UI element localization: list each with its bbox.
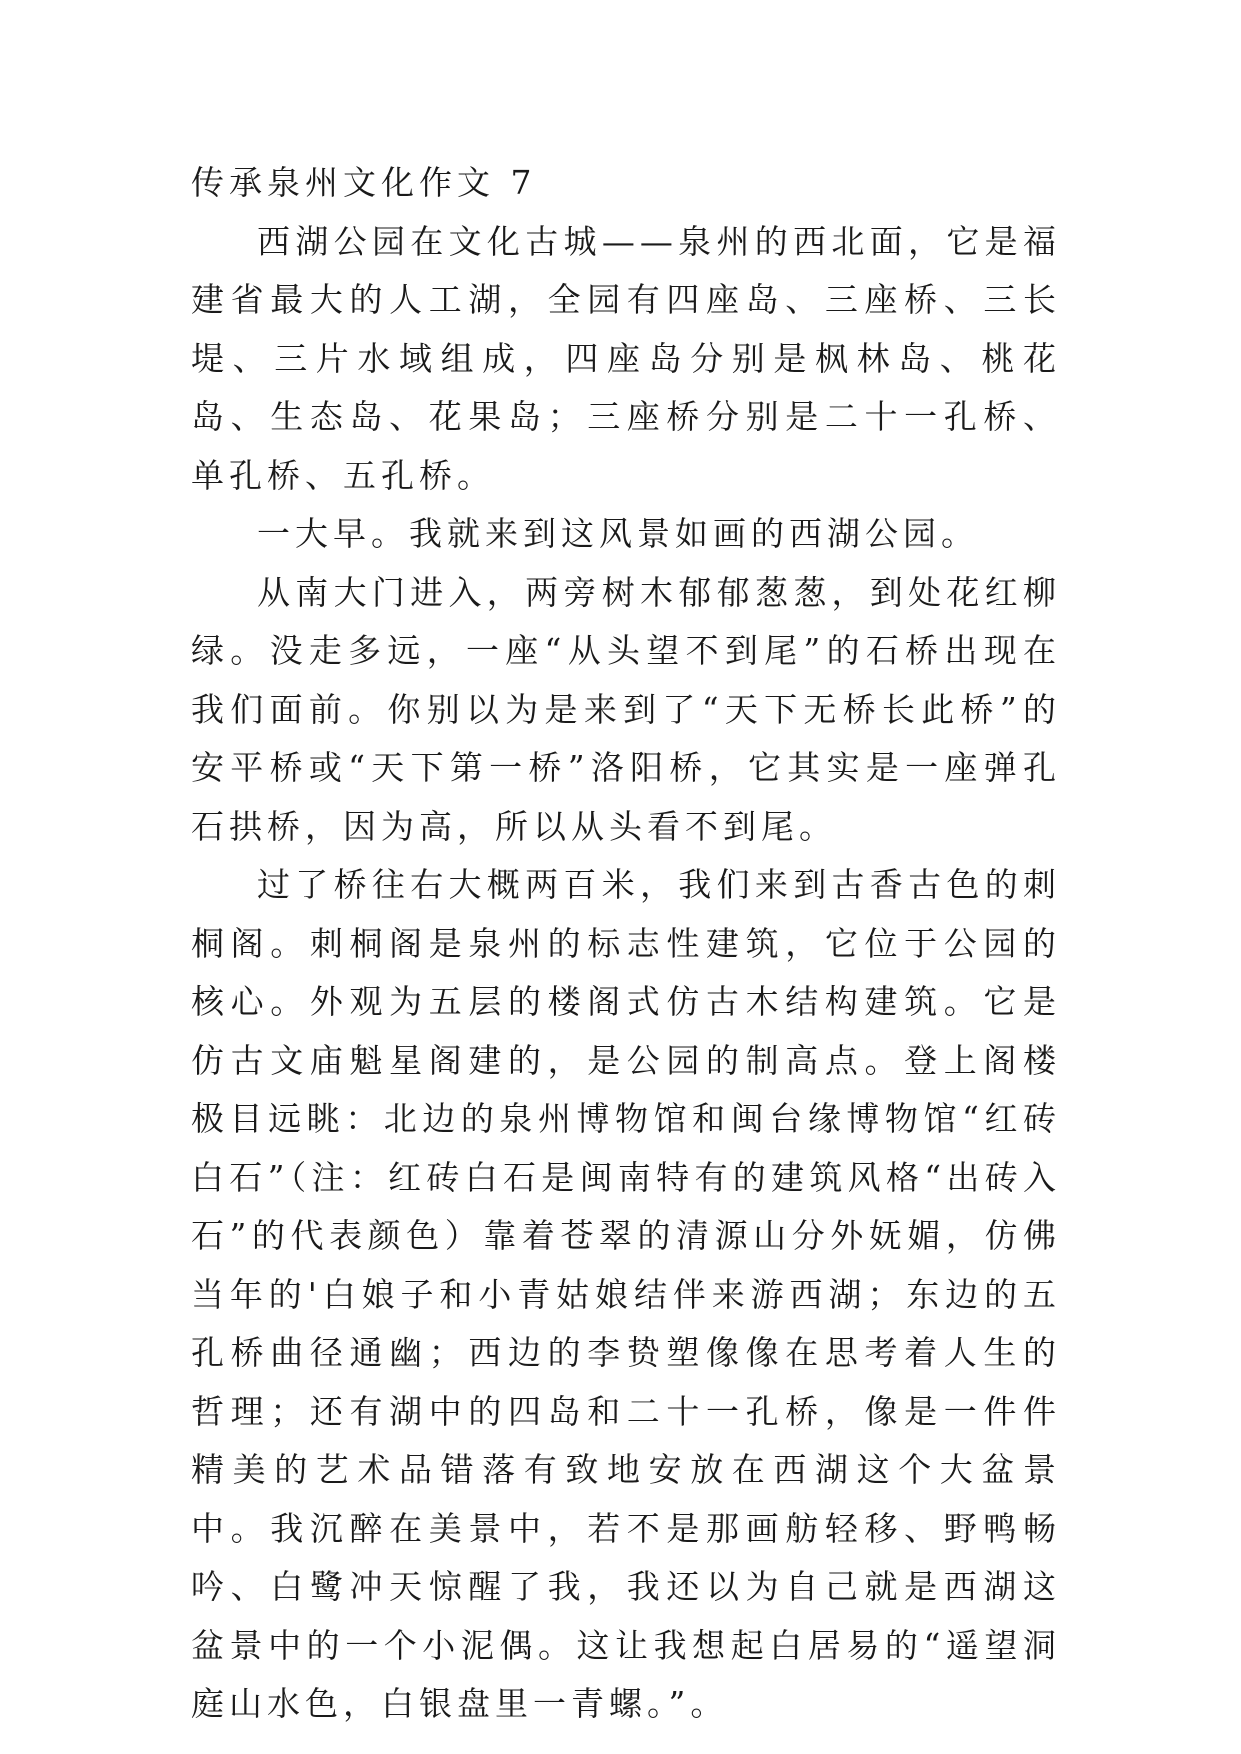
- document-title: 传承泉州文化作文 7: [191, 163, 537, 202]
- paragraph-stone-bridge: 从南大门进入，两旁树木郁郁葱葱，到处花红柳绿。没走多远，一座“从头望不到尾”的石桥出现在我们面前。你别以为是来到了“天下无桥长此桥”的安平桥或“天下第一桥”洛阳桥，它其实是一座弹孔石拱桥，因为高，所以从头看不到尾。: [191, 572, 1061, 846]
- paragraph-intro: 西湖公园在文化古城——泉州的西北面，它是福建省最大的人工湖，全园有四座岛、三座桥、三长堤、三片水域组成，四座岛分别是枫林岛、桃花岛、生态岛、花果岛；三座桥分别是二十一孔桥、单孔桥、五孔桥。: [191, 221, 1061, 495]
- paragraph-morning: 一大早。我就来到这风景如画的西湖公园。: [257, 514, 979, 553]
- document-body: [191, 154, 1061, 1734]
- paragraph-citong-pavilion: 过了桥往右大概两百米，我们来到古香古色的刺桐阁。刺桐阁是泉州的标志性建筑，它位于公园的核心。外观为五层的楼阁式仿古木结构建筑。它是仿古文庙魁星阁建的，是公园的制高点。登上阁楼极目远眺：北边的泉州博物馆和闽台缘博物馆“红砖白石”（注：红砖白石是闽南特有的建筑风格“出砖入石”的代表颜色）靠着苍翠的清源山分外妩媚，仿佛当年的'白娘子和小青姑娘结伴来游西湖；东边的五孔桥曲径通幽；西边的李贽塑像像在思考着人生的哲理；还有湖中的四岛和二十一孔桥，像是一件件精美的艺术品错落有致地安放在西湖这个大盆景中。我沉醉在美景中，若不是那画舫轻移、野鸭畅吟、白鹭冲天惊醒了我，我还以为自己就是西湖这盆景中的一个小泥偶。这让我想起白居易的“遥望洞庭山水色，白银盘里一青螺。”。: [191, 865, 1061, 1723]
